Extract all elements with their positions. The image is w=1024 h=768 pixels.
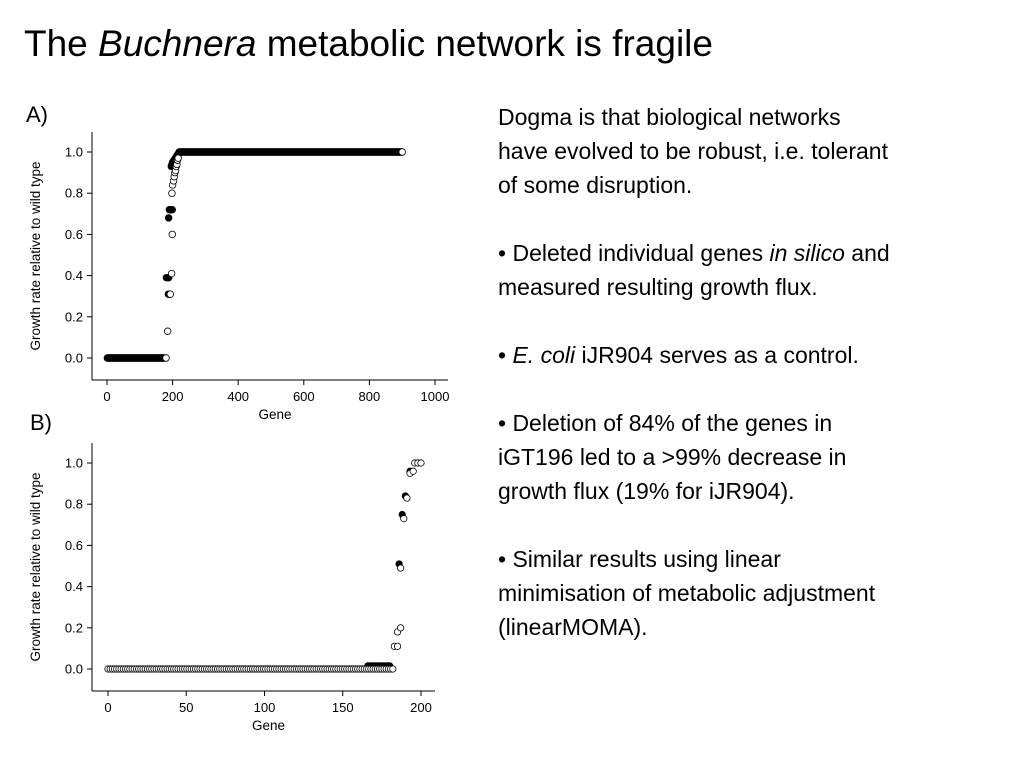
bullet-deletion-result (498, 406, 998, 508)
panel-label-b: B) (30, 410, 52, 435)
y-tick-label: 1.0 (64, 144, 83, 160)
bullet-4-line-2: minimisation of metabolic adjustment (498, 580, 876, 606)
x-tick-label: 400 (227, 389, 250, 404)
y-tick-label: 1.0 (64, 455, 83, 471)
bullet-4-line-1: • Similar results using linear (498, 546, 781, 572)
open-data-point (410, 468, 416, 474)
y-tick-label: 0.4 (64, 268, 83, 284)
bullet-3-line-1: • Deletion of 84% of the genes in (498, 410, 833, 436)
bullet-1-italic: in silico (769, 240, 845, 266)
open-data-point (164, 328, 171, 335)
bullet-2-suffix: iJR904 serves as a control. (575, 342, 859, 368)
panel-label-a: A) (26, 102, 48, 127)
bullet-1-prefix: Deleted individual genes (512, 240, 770, 266)
bullet-1-line-2: measured resulting growth flux. (498, 274, 818, 300)
y-axis-title: Growth rate relative to wild type (28, 161, 43, 351)
bullet-1-suffix: and (844, 240, 890, 266)
filled-data-point (165, 215, 172, 222)
x-tick-label: 100 (253, 700, 276, 715)
open-data-point (169, 190, 176, 197)
x-tick-label: 600 (292, 389, 315, 404)
x-tick-label: 0 (104, 700, 112, 715)
bullet-2-marker: • (498, 342, 513, 368)
bullet-2-italic: E. coli (512, 342, 576, 368)
x-tick-label: 200 (410, 700, 432, 715)
x-tick-label: 0 (103, 389, 111, 404)
open-data-point (397, 565, 403, 571)
x-tick-label: 50 (179, 700, 194, 715)
y-axis-title: Growth rate relative to wild type (28, 472, 43, 662)
open-data-point (169, 231, 176, 238)
x-axis-title: Gene (258, 407, 292, 422)
open-data-point (404, 495, 410, 501)
y-tick-label: 0.6 (64, 537, 83, 553)
bullet-3-line-2: iGT196 led to a >99% decrease in (498, 444, 847, 470)
dogma-paragraph (498, 100, 998, 202)
filled-data-point (169, 206, 176, 213)
open-data-point (163, 355, 170, 362)
growth-chart-a (0, 100, 470, 440)
bullet-linear-moma (498, 542, 998, 644)
open-data-point (397, 625, 403, 631)
open-data-point (168, 270, 175, 277)
title-italic-genus: Buchnera (98, 23, 257, 64)
bullet-4-line-3: (linearMOMA). (498, 614, 648, 640)
slide-title (24, 22, 713, 66)
y-tick-label: 0.8 (64, 496, 83, 512)
x-tick-label: 800 (358, 389, 381, 404)
x-tick-label: 1000 (420, 389, 450, 404)
growth-chart-b (0, 410, 470, 755)
open-data-point (175, 155, 182, 162)
open-data-point (390, 666, 396, 672)
filled-data-point (176, 149, 183, 156)
open-data-point (401, 515, 407, 521)
title-suffix: metabolic network is fragile (256, 23, 713, 64)
x-tick-label: 150 (331, 700, 354, 715)
dogma-line-3: of some disruption. (498, 172, 693, 198)
y-tick-label: 0.2 (64, 309, 83, 325)
bullet-ecoli-control (498, 338, 998, 372)
open-data-point (399, 149, 406, 156)
bullet-3-line-3: growth flux (19% for iJR904). (498, 478, 795, 504)
y-tick-label: 0.6 (64, 226, 83, 242)
title-prefix: The (24, 23, 99, 64)
dogma-line-1: Dogma is that biological networks (498, 104, 841, 130)
bullet-in-silico (498, 236, 998, 304)
y-tick-label: 0.4 (64, 579, 83, 595)
y-tick-label: 0.2 (64, 620, 83, 636)
open-data-point (418, 460, 424, 466)
y-tick-label: 0.8 (64, 185, 83, 201)
dogma-line-2: have evolved to be robust, i.e. tolerant (498, 138, 888, 164)
open-data-point (394, 643, 400, 649)
x-axis-title: Gene (251, 718, 286, 733)
x-tick-label: 200 (161, 389, 184, 404)
bullet-1-marker: • (498, 240, 513, 266)
open-data-point (167, 291, 174, 298)
y-tick-label: 0.0 (64, 661, 83, 677)
y-tick-label: 0.0 (64, 350, 83, 366)
